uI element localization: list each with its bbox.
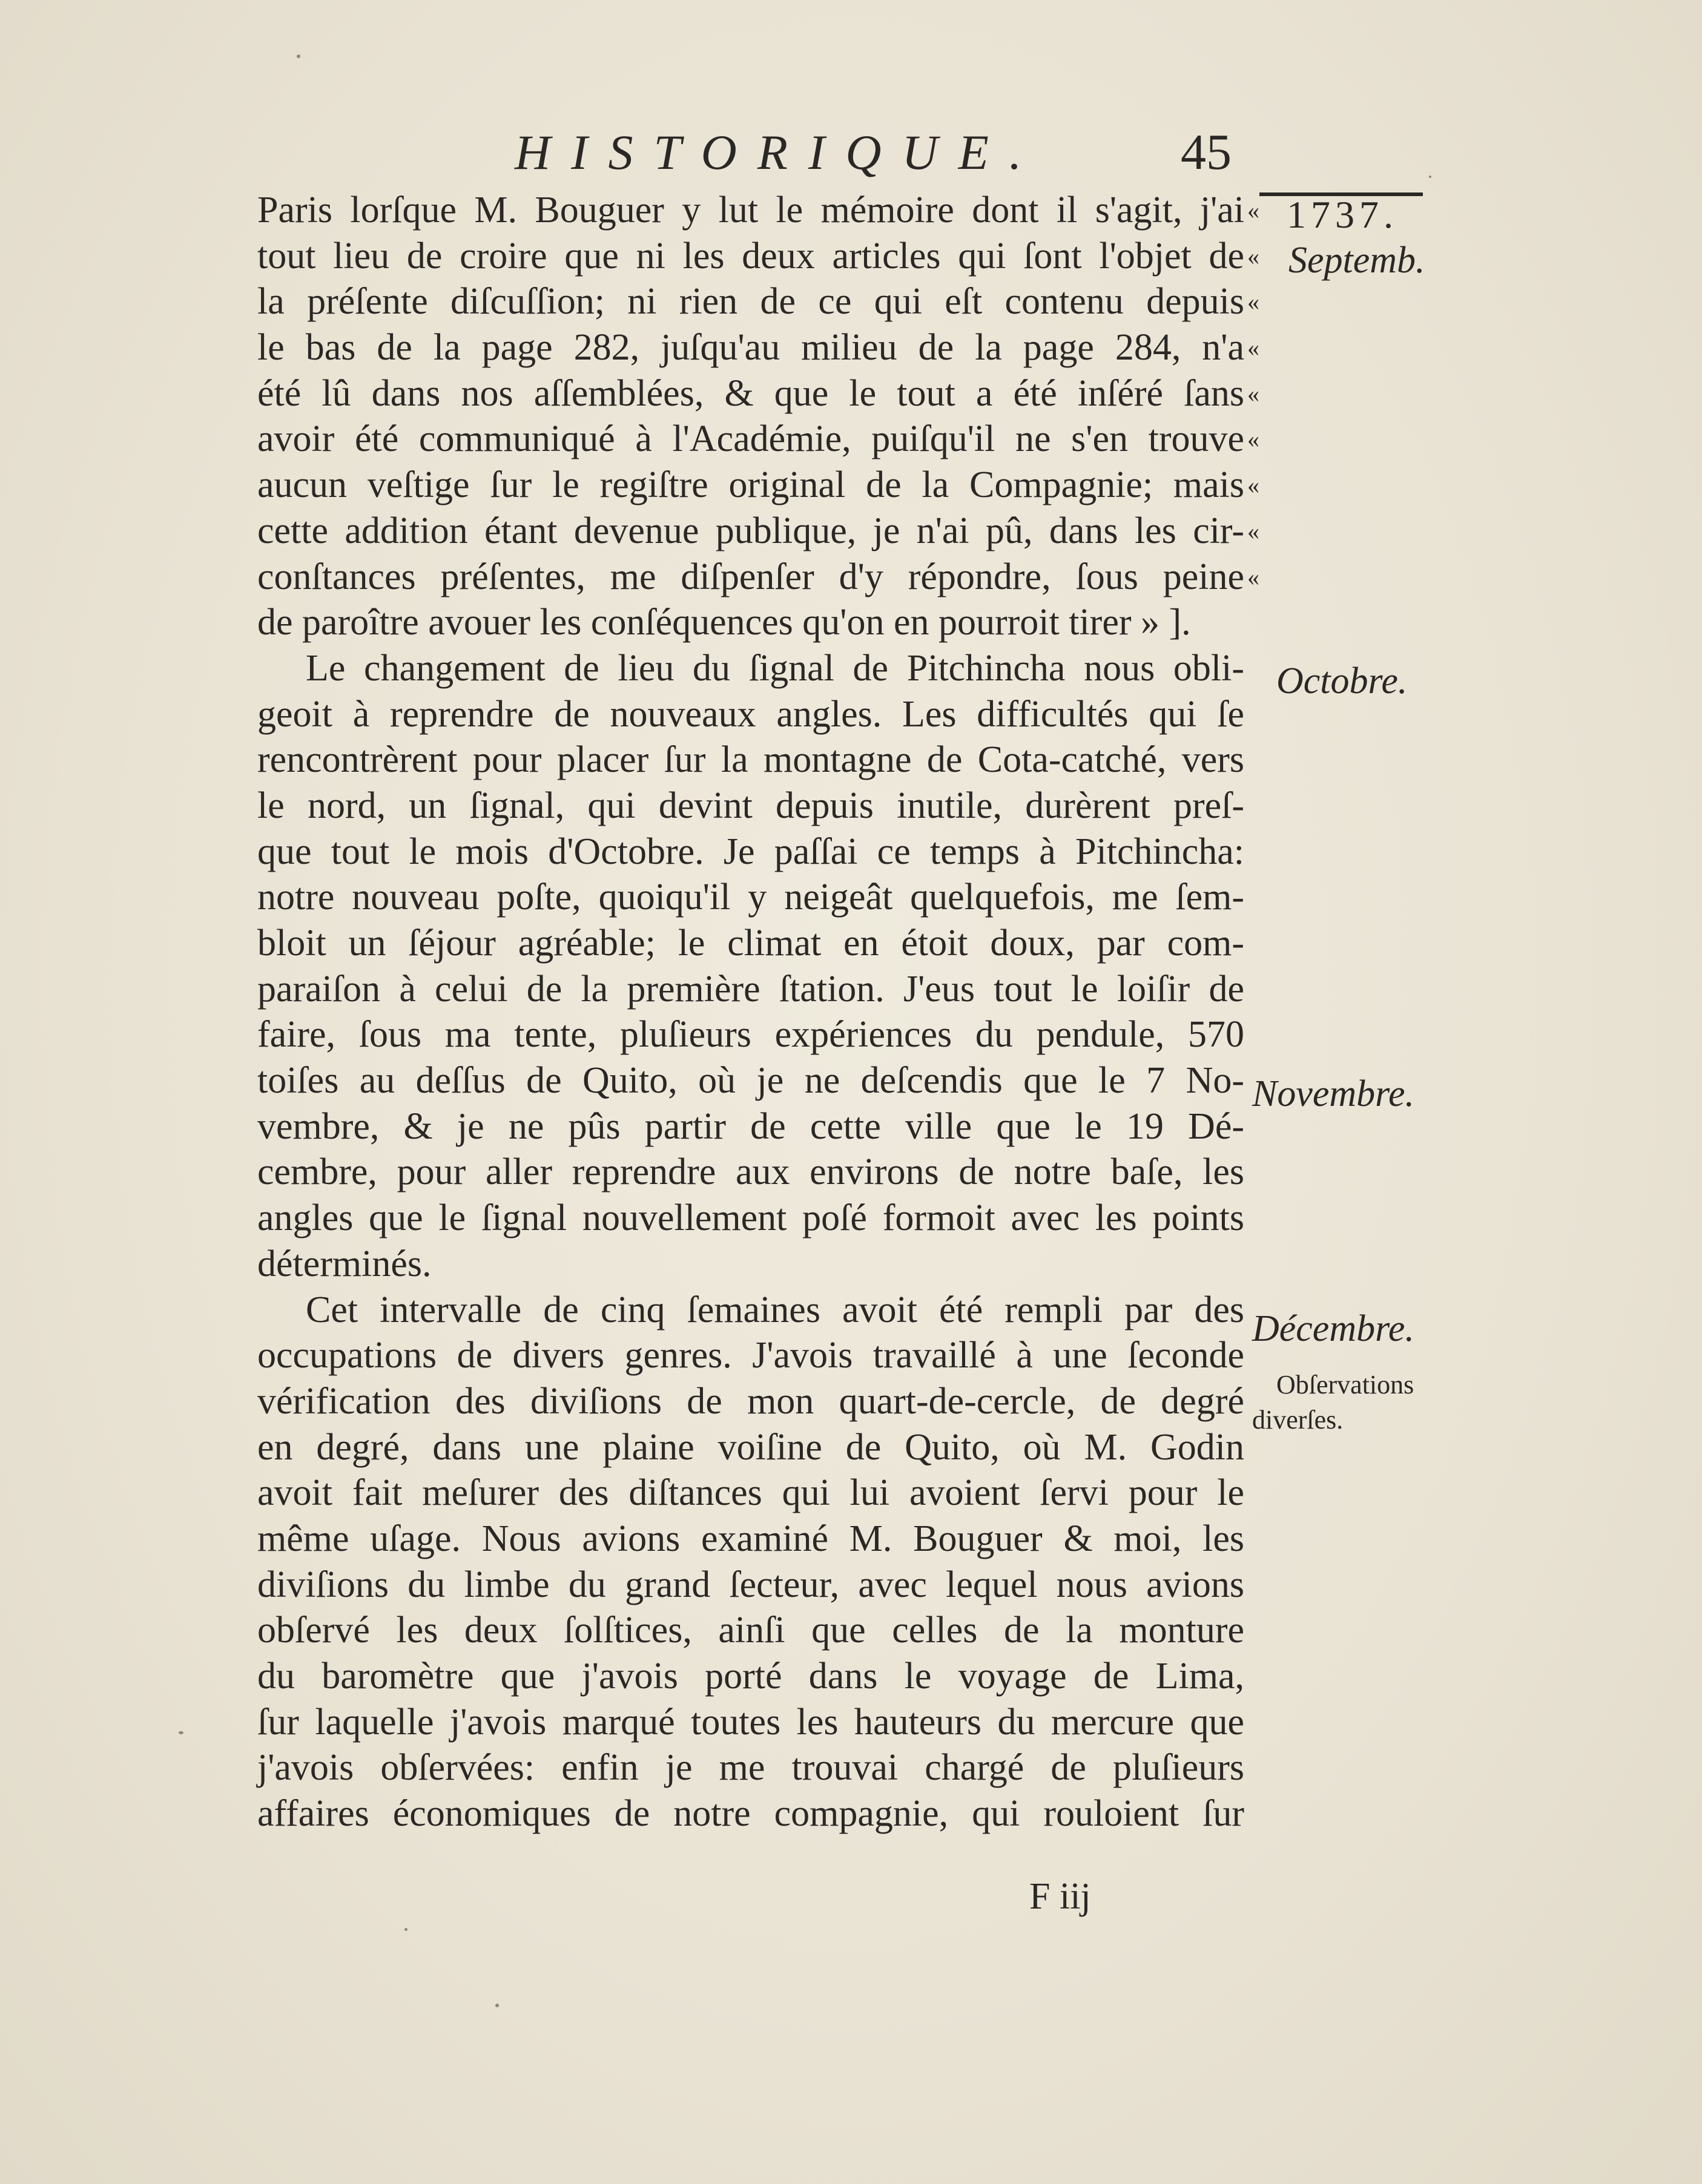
text-line: bloit un ſéjour agréable; le climat en étoit doux, par com- bbox=[257, 923, 1244, 964]
paper-speck bbox=[404, 1928, 407, 1931]
text-line: en degré, dans une plaine voiſine de Quito, où M. Godin bbox=[257, 1426, 1244, 1468]
text-line: même uſage. Nous avions examiné M. Bouguer & moi, les bbox=[257, 1518, 1244, 1559]
text-line: Paris lorſque M. Bouguer y lut le mémoire dont il s'agit, j'ai bbox=[257, 189, 1244, 231]
text-line: la préſente diſcuſſion; ni rien de ce qui eſt contenu depuis bbox=[257, 281, 1244, 323]
text-line: avoit fait meſurer des diſtances qui lui avoient ſervi pour le bbox=[257, 1472, 1244, 1514]
text-line: Cet intervalle de cinq ſemaines avoit été rempli par des bbox=[306, 1289, 1244, 1330]
text-line: ſur laquelle j'avois marqué toutes les hauteurs du mercure que bbox=[257, 1701, 1244, 1743]
quotation-mark: « bbox=[1247, 517, 1259, 545]
paper-speck bbox=[1429, 176, 1431, 178]
text-line: aucun veſtige ſur le regiſtre original de la Compagnie; mais bbox=[257, 464, 1244, 506]
text-line: vérification des diviſions de mon quart-de-cercle, de degré bbox=[257, 1380, 1244, 1422]
margin-month-november: Novembre. bbox=[1252, 1073, 1415, 1114]
margin-topic-line-2: diverſes. bbox=[1252, 1405, 1344, 1435]
text-line: déterminés. bbox=[257, 1243, 432, 1284]
text-line: le nord, un ſignal, qui devint depuis inutile, durèrent preſ- bbox=[257, 784, 1244, 826]
margin-month-september: Septemb. bbox=[1288, 240, 1425, 281]
text-line: geoit à reprendre de nouveaux angles. Les difficultés qui ſe bbox=[257, 693, 1244, 735]
text-line: rencontrèrent pour placer ſur la montagne de Cota-catché, vers bbox=[257, 739, 1244, 781]
quotation-mark: « bbox=[1247, 472, 1259, 499]
running-title: HISTORIQUE. bbox=[515, 125, 1043, 180]
quotation-mark: « bbox=[1247, 563, 1259, 591]
margin-topic-line-1: Obſervations bbox=[1276, 1370, 1414, 1400]
text-line: faire, ſous ma tente, pluſieurs expériences du pendule, 570 bbox=[257, 1014, 1244, 1056]
text-line: toiſes au deſſus de Quito, où je ne deſcendis que le 7 No- bbox=[257, 1060, 1244, 1102]
text-line: vembre, & je ne pûs partir de cette ville que le 19 Dé- bbox=[257, 1105, 1244, 1147]
text-line: avoir été communiqué à l'Académie, puiſqu'il ne s'en trouve bbox=[257, 418, 1244, 460]
page-number: 45 bbox=[1181, 124, 1232, 180]
text-line: paraiſon à celui de la première ſtation. J'eus tout le loiſir de bbox=[257, 968, 1244, 1010]
paper-speck bbox=[179, 1731, 183, 1734]
text-line: diviſions du limbe du grand ſecteur, avec lequel nous avions bbox=[257, 1564, 1244, 1605]
text-line: notre nouveau poſte, quoiqu'il y neigeât quelquefois, me ſem- bbox=[257, 877, 1244, 918]
margin-month-december: Décembre. bbox=[1252, 1308, 1414, 1349]
quotation-mark: « bbox=[1247, 242, 1259, 270]
quotation-mark: « bbox=[1247, 288, 1259, 316]
text-line: cette addition étant devenue publique, je n'ai pû, dans les cir- bbox=[257, 510, 1244, 551]
text-line: angles que le ſignal nouvellement poſé formoit avec les points bbox=[257, 1197, 1244, 1239]
body-text bbox=[257, 188, 1244, 1837]
text-line: occupations de divers genres. J'avois travaillé à une ſeconde bbox=[257, 1335, 1244, 1377]
quotation-marks-column bbox=[1247, 188, 1284, 600]
paper-speck bbox=[297, 54, 300, 58]
text-line: obſervé les deux ſolſtices, ainſi que celles de la monture bbox=[257, 1610, 1244, 1651]
text-line: cembre, pour aller reprendre aux environs de notre baſe, les bbox=[257, 1151, 1244, 1193]
text-line: que tout le mois d'Octobre. Je paſſai ce temps à Pitchincha: bbox=[257, 831, 1244, 872]
margin-month-october: Octobre. bbox=[1276, 660, 1408, 702]
text-line: tout lieu de croire que ni les deux articles qui ſont l'objet de bbox=[257, 235, 1244, 277]
quotation-mark: « bbox=[1247, 380, 1259, 407]
text-line: le bas de la page 282, juſqu'au milieu de la page 284, n'a bbox=[257, 327, 1244, 369]
text-line: affaires économiques de notre compagnie, qui rouloient ſur bbox=[257, 1793, 1244, 1835]
page-header bbox=[515, 124, 1259, 179]
text-line: de paroître avouer les conſéquences qu'on en pourroit tirer » ]. bbox=[257, 602, 1191, 643]
signature-mark: F iij bbox=[1029, 1876, 1091, 1917]
text-line: conſtances préſentes, me diſpenſer d'y répondre, ſous peine bbox=[257, 556, 1244, 597]
quotation-mark: « bbox=[1247, 334, 1259, 362]
text-line: Le changement de lieu du ſignal de Pitchincha nous obli- bbox=[306, 647, 1244, 689]
text-line: j'avois obſervées: enfin je me trouvai chargé de pluſieurs bbox=[257, 1747, 1244, 1789]
quotation-mark: « bbox=[1247, 197, 1259, 224]
text-line: été lû dans nos aſſemblées, & que le tout a été inſéré ſans bbox=[257, 372, 1244, 414]
text-line: du baromètre que j'avois porté dans le voyage de Lima, bbox=[257, 1656, 1244, 1697]
quotation-mark: « bbox=[1247, 426, 1259, 453]
paper-speck bbox=[495, 2004, 499, 2007]
margin-year: 1737. bbox=[1287, 193, 1398, 236]
